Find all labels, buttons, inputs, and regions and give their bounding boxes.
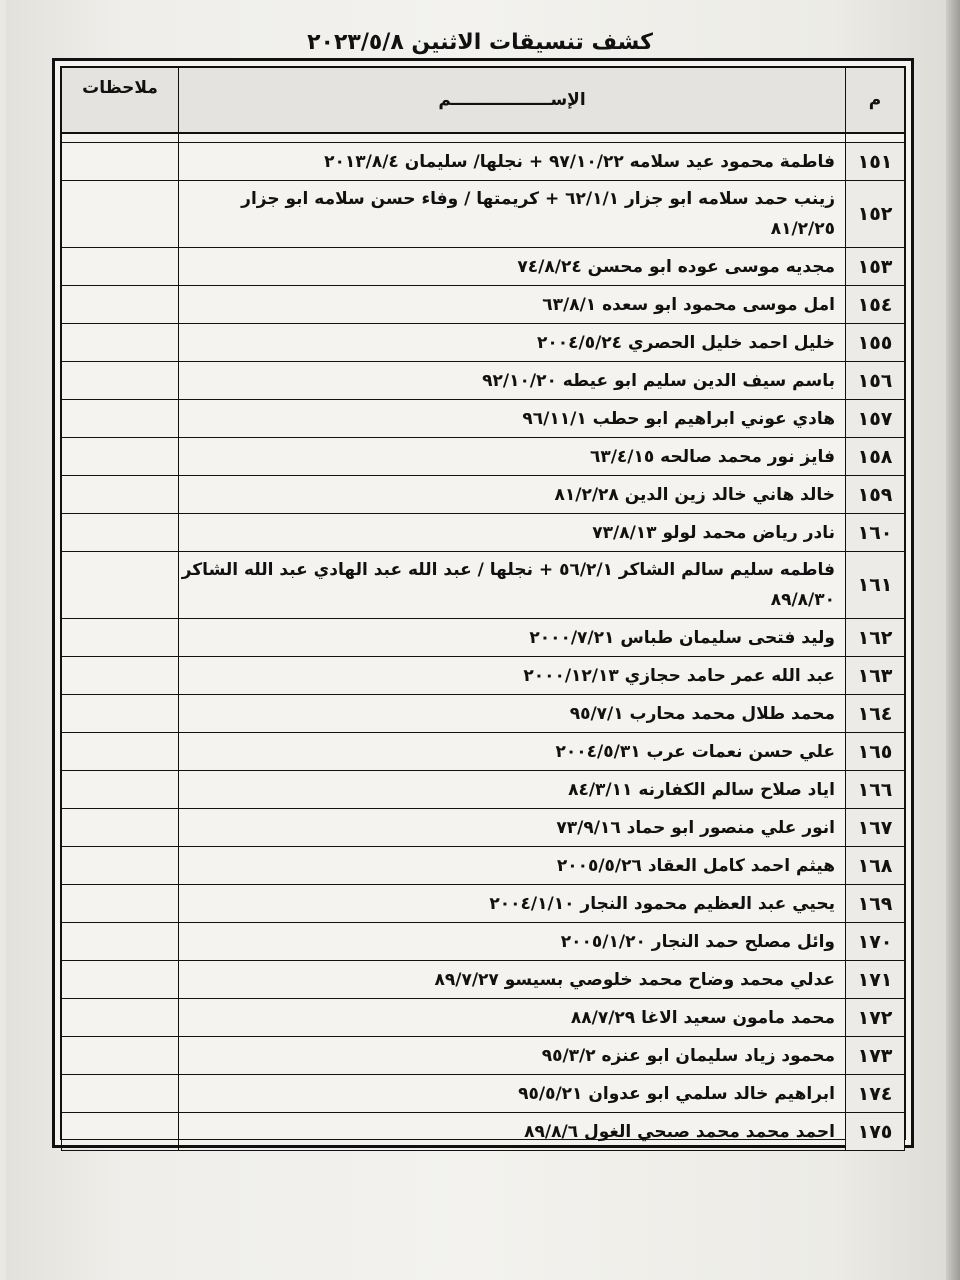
- row-number: ١٧٠: [846, 923, 905, 961]
- header-name: الإســـــــــــــــــم: [179, 68, 846, 134]
- row-number: ١٧٥: [846, 1113, 905, 1151]
- row-name: فايز نور محمد صالحه ٦٣/٤/١٥: [179, 438, 846, 476]
- row-number: ١٥٣: [846, 248, 905, 286]
- row-name: عدلي محمد وضاح محمد خلوصي بسيسو ٨٩/٧/٢٧: [179, 961, 846, 999]
- header-number: م: [846, 68, 905, 134]
- row-notes: [62, 961, 179, 999]
- row-name: محمد مامون سعيد الاغا ٨٨/٧/٢٩: [179, 999, 846, 1037]
- header-notes: ملاحظات: [62, 68, 179, 134]
- row-number: ١٦٢: [846, 619, 905, 657]
- row-number: ١٦٥: [846, 733, 905, 771]
- table-header-row: [62, 68, 905, 134]
- table-row: [62, 657, 905, 695]
- row-notes: [62, 286, 179, 324]
- row-number: ١٧٢: [846, 999, 905, 1037]
- row-name: باسم سيف الدين سليم ابو عيطه ٩٢/١٠/٢٠: [179, 362, 846, 400]
- row-name: فاطمه سليم سالم الشاكر ٥٦/٢/١ + نجلها / عبد الله عبد الهادي عبد الله الشاكر ٨٩/٨/٣٠: [179, 552, 846, 619]
- table-row: [62, 552, 905, 619]
- row-number: ١٦٠: [846, 514, 905, 552]
- table-row: [62, 847, 905, 885]
- table-row: [62, 695, 905, 733]
- table-row: [62, 809, 905, 847]
- row-notes: [62, 400, 179, 438]
- row-number: ١٦٣: [846, 657, 905, 695]
- row-name: ابراهيم خالد سلمي ابو عدوان ٩٥/٥/٢١: [179, 1075, 846, 1113]
- row-name: يحيي عبد العظيم محمود النجار ٢٠٠٤/١/١٠: [179, 885, 846, 923]
- table-row: [62, 961, 905, 999]
- table-row: [62, 1037, 905, 1075]
- table-row: [62, 733, 905, 771]
- table-inner-frame: [60, 66, 906, 1143]
- row-number: ١٦٧: [846, 809, 905, 847]
- row-name: فاطمة محمود عيد سلامه ٩٧/١٠/٢٢ + نجلها/ سليمان ٢٠١٣/٨/٤: [179, 143, 846, 181]
- table-row: [62, 771, 905, 809]
- table-row: [62, 619, 905, 657]
- table-row: [62, 476, 905, 514]
- table-frame: [52, 58, 914, 1148]
- row-name: وليد فتحى سليمان طباس ٢٠٠٠/٧/٢١: [179, 619, 846, 657]
- table-row: [62, 1075, 905, 1113]
- row-notes: [62, 143, 179, 181]
- row-notes: [62, 695, 179, 733]
- row-notes: [62, 847, 179, 885]
- row-notes: [62, 476, 179, 514]
- row-notes: [62, 923, 179, 961]
- row-name: وائل مصلح حمد النجار ٢٠٠٥/١/٢٠: [179, 923, 846, 961]
- row-number: ١٦١: [846, 552, 905, 619]
- table-row: [62, 324, 905, 362]
- table-row: [62, 181, 905, 248]
- row-name: محمد طلال محمد محارب ٩٥/٧/١: [179, 695, 846, 733]
- row-number: ١٧١: [846, 961, 905, 999]
- row-number: ١٥٤: [846, 286, 905, 324]
- row-notes: [62, 733, 179, 771]
- row-name: محمود زياد سليمان ابو عنزه ٩٥/٣/٢: [179, 1037, 846, 1075]
- row-name: مجديه موسى عوده ابو محسن ٧٤/٨/٢٤: [179, 248, 846, 286]
- row-notes: [62, 552, 179, 619]
- row-number: ١٦٩: [846, 885, 905, 923]
- row-number: ١٥٥: [846, 324, 905, 362]
- table-row: [62, 400, 905, 438]
- row-number: ١٥٢: [846, 181, 905, 248]
- row-notes: [62, 1037, 179, 1075]
- row-number: ١٥٦: [846, 362, 905, 400]
- names-table: [61, 67, 905, 1151]
- row-name: زينب حمد سلامه ابو جزار ٦٢/١/١ + كريمتها / وفاء حسن سلامه ابو جزار ٨١/٢/٢٥: [179, 181, 846, 248]
- table-row: [62, 885, 905, 923]
- table-row: [62, 362, 905, 400]
- row-name: خالد هاني خالد زين الدين ٨١/٢/٢٨: [179, 476, 846, 514]
- row-notes: [62, 248, 179, 286]
- row-notes: [62, 1113, 179, 1151]
- row-number: ١٥٧: [846, 400, 905, 438]
- table-row: [62, 248, 905, 286]
- row-number: ١٦٨: [846, 847, 905, 885]
- row-name: خليل احمد خليل الحصري ٢٠٠٤/٥/٢٤: [179, 324, 846, 362]
- row-name: هيثم احمد كامل العقاد ٢٠٠٥/٥/٢٦: [179, 847, 846, 885]
- table-row: [62, 999, 905, 1037]
- page-edge: [946, 0, 960, 1280]
- table-row: [62, 1113, 905, 1151]
- row-name: عبد الله عمر حامد حجازي ٢٠٠٠/١٢/١٣: [179, 657, 846, 695]
- row-notes: [62, 1075, 179, 1113]
- row-notes: [62, 885, 179, 923]
- row-notes: [62, 809, 179, 847]
- row-notes: [62, 771, 179, 809]
- table-row: [62, 923, 905, 961]
- row-notes: [62, 362, 179, 400]
- row-notes: [62, 438, 179, 476]
- table-row: [62, 514, 905, 552]
- row-name: انور علي منصور ابو حماد ٧٣/٩/١٦: [179, 809, 846, 847]
- row-name: احمد محمد محمد صبحي الغول ٨٩/٨/٦: [179, 1113, 846, 1151]
- row-notes: [62, 657, 179, 695]
- document-title: كشف تنسيقات الاثنين ٢٠٢٣/٥/٨: [307, 30, 653, 55]
- row-notes: [62, 324, 179, 362]
- row-number: ١٧٤: [846, 1075, 905, 1113]
- row-notes: [62, 999, 179, 1037]
- row-number: ١٥١: [846, 143, 905, 181]
- row-name: هادي عوني ابراهيم ابو حطب ٩٦/١١/١: [179, 400, 846, 438]
- header-spacer-row: [62, 133, 905, 143]
- row-name: اياد صلاح سالم الكفارنه ٨٤/٣/١١: [179, 771, 846, 809]
- row-name: امل موسى محمود ابو سعده ٦٣/٨/١: [179, 286, 846, 324]
- table-row: [62, 438, 905, 476]
- row-notes: [62, 514, 179, 552]
- row-number: ١٥٨: [846, 438, 905, 476]
- table-row: [62, 143, 905, 181]
- row-notes: [62, 619, 179, 657]
- row-notes: [62, 181, 179, 248]
- row-number: ١٥٩: [846, 476, 905, 514]
- row-number: ١٦٤: [846, 695, 905, 733]
- row-number: ١٧٣: [846, 1037, 905, 1075]
- row-name: علي حسن نعمات عرب ٢٠٠٤/٥/٣١: [179, 733, 846, 771]
- row-name: نادر رياض محمد لولو ٧٣/٨/١٣: [179, 514, 846, 552]
- table-row: [62, 286, 905, 324]
- row-number: ١٦٦: [846, 771, 905, 809]
